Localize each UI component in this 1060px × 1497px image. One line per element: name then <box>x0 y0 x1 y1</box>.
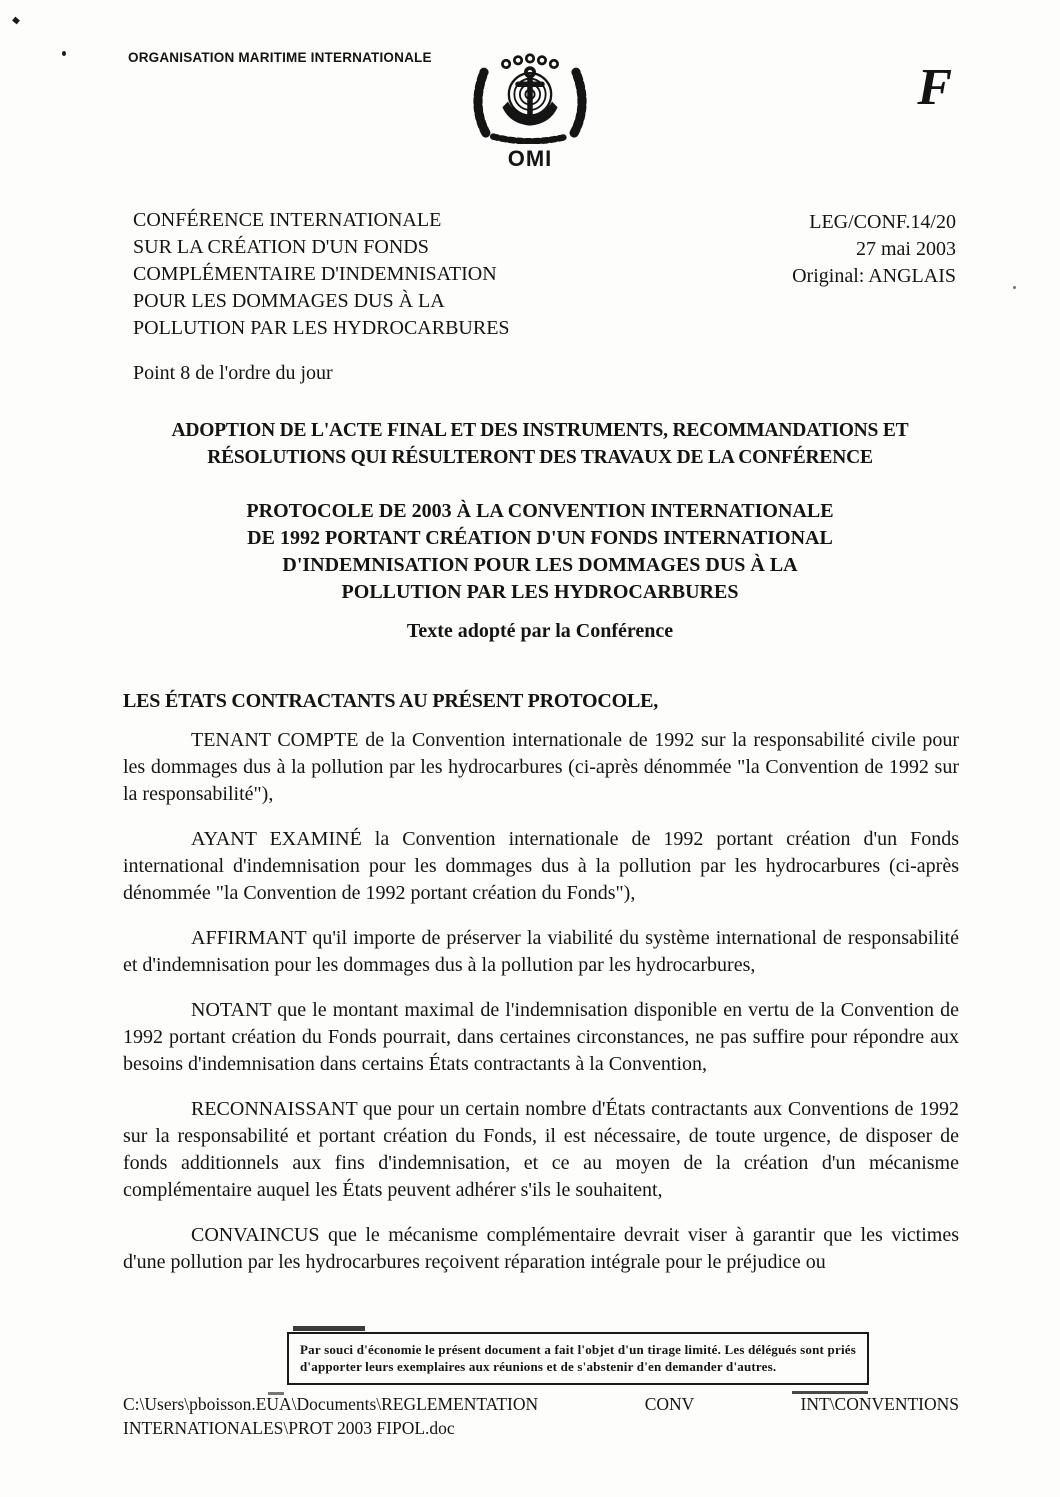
logo-caption: OMI <box>507 146 553 171</box>
economy-notice-box: Par souci d'économie le présent document a fait l'objet d'un tirage limité. Les délégués sont priés d'apporter leurs exemplaires aux réunions et de s'abstenir d'en demander d'autres. <box>287 1332 869 1385</box>
etats-contractants-heading: LES ÉTATS CONTRACTANTS AU PRÉSENT PROTOCOLE, <box>123 690 659 712</box>
preamble-paragraph: AFFIRMANT qu'il importe de préserver la viabilité du système international de responsabilité et d'indemnisation pour les dommages dus à la pollution par les hydrocarbures, <box>123 927 959 976</box>
adoption-heading-line: ADOPTION DE L'ACTE FINAL ET DES INSTRUMENTS, RECOMMANDATIONS ET <box>171 420 909 441</box>
scan-smudge <box>293 1326 365 1331</box>
document-number: LEG/CONF.14/20 <box>809 211 956 233</box>
conference-title-block <box>133 207 510 342</box>
imo-logo-block <box>460 52 600 172</box>
imo-wreath-anchor-logo-icon <box>460 52 600 144</box>
preamble-paragraph: RECONNAISSANT que pour un certain nombre d'États contractants aux Conventions de 1992 sur la responsabilité et portant création du Fonds, il est nécessaire, de toute urgence, de disposer de fonds additionnels aux fins d'indemnisation, et ce au moyen de la création d'un mécanisme complémentaire auquel les États peuvent adhérer s'ils le souhaitent, <box>123 1098 959 1201</box>
footer-file-path-line: C:\Users\pboisson.EUA\Documents\REGLEMENTATION CONV INT\CONVENTIONS <box>123 1394 959 1414</box>
adoption-heading <box>110 417 970 471</box>
original-language: Original: ANGLAIS <box>792 265 956 287</box>
adoption-heading-line: RÉSOLUTIONS QUI RÉSULTERONT DES TRAVAUX DE LA CONFÉRENCE <box>207 447 873 468</box>
scan-speck <box>62 51 66 56</box>
protocole-heading-line: PROTOCOLE DE 2003 À LA CONVENTION INTERNATIONALE <box>246 500 834 522</box>
scan-speck <box>1013 286 1016 289</box>
organization-name: ORGANISATION MARITIME INTERNATIONALE <box>128 50 432 65</box>
protocole-heading-line: D'INDEMNISATION POUR LES DOMMAGES DUS À LA <box>282 554 798 576</box>
texte-adopte-heading: Texte adopté par la Conférence <box>406 620 674 642</box>
protocole-heading-line: DE 1992 PORTANT CRÉATION D'UN FONDS INTERNATIONAL <box>247 527 833 549</box>
conference-title-line: SUR LA CRÉATION D'UN FONDS <box>133 236 429 258</box>
conference-title-line: COMPLÉMENTAIRE D'INDEMNISATION <box>133 263 497 285</box>
footer-file-path <box>123 1392 959 1440</box>
document-reference-block <box>792 209 956 290</box>
scan-speck <box>12 17 20 25</box>
conference-title-line: CONFÉRENCE INTERNATIONALE <box>133 209 442 231</box>
preamble-paragraph: NOTANT que le montant maximal de l'indemnisation disponible en vertu de la Convention de 1992 portant création du Fonds pourrait, dans certaines circonstances, ne pas suffire pour répondre aux besoins d'indemnisation dans certains États contractants à la Convention, <box>123 999 959 1075</box>
preamble-paragraph: CONVAINCUS que le mécanisme complémentaire devrait viser à garantir que les victimes d'une pollution par les hydrocarbures reçoivent réparation intégrale pour le préjudice ou <box>123 1224 959 1273</box>
protocole-heading-line: POLLUTION PAR LES HYDROCARBURES <box>341 581 739 603</box>
footer-file-path-line: INTERNATIONALES\PROT 2003 FIPOL.doc <box>123 1418 455 1438</box>
document-date: 27 mai 2003 <box>856 238 956 260</box>
document-body <box>123 727 959 1294</box>
language-letter: F <box>917 59 952 116</box>
preamble-paragraph: AYANT EXAMINÉ la Convention internationale de 1992 portant création d'un Fonds international d'indemnisation pour les dommages dus à la pollution par les hydrocarbures (ci-après dénommée "la Convention de 1992 portant création du Fonds"), <box>123 828 959 904</box>
agenda-item: Point 8 de l'ordre du jour <box>133 362 333 384</box>
conference-title-line: POLLUTION PAR LES HYDROCARBURES <box>133 317 510 339</box>
protocole-heading <box>110 498 970 606</box>
preamble-paragraph: TENANT COMPTE de la Convention internationale de 1992 sur la responsabilité civile pour les dommages dus à la pollution par les hydrocarbures (ci-après dénommée "la Convention de 1992 sur la responsabilité"), <box>123 729 959 805</box>
conference-title-line: POUR LES DOMMAGES DUS À LA <box>133 290 445 312</box>
